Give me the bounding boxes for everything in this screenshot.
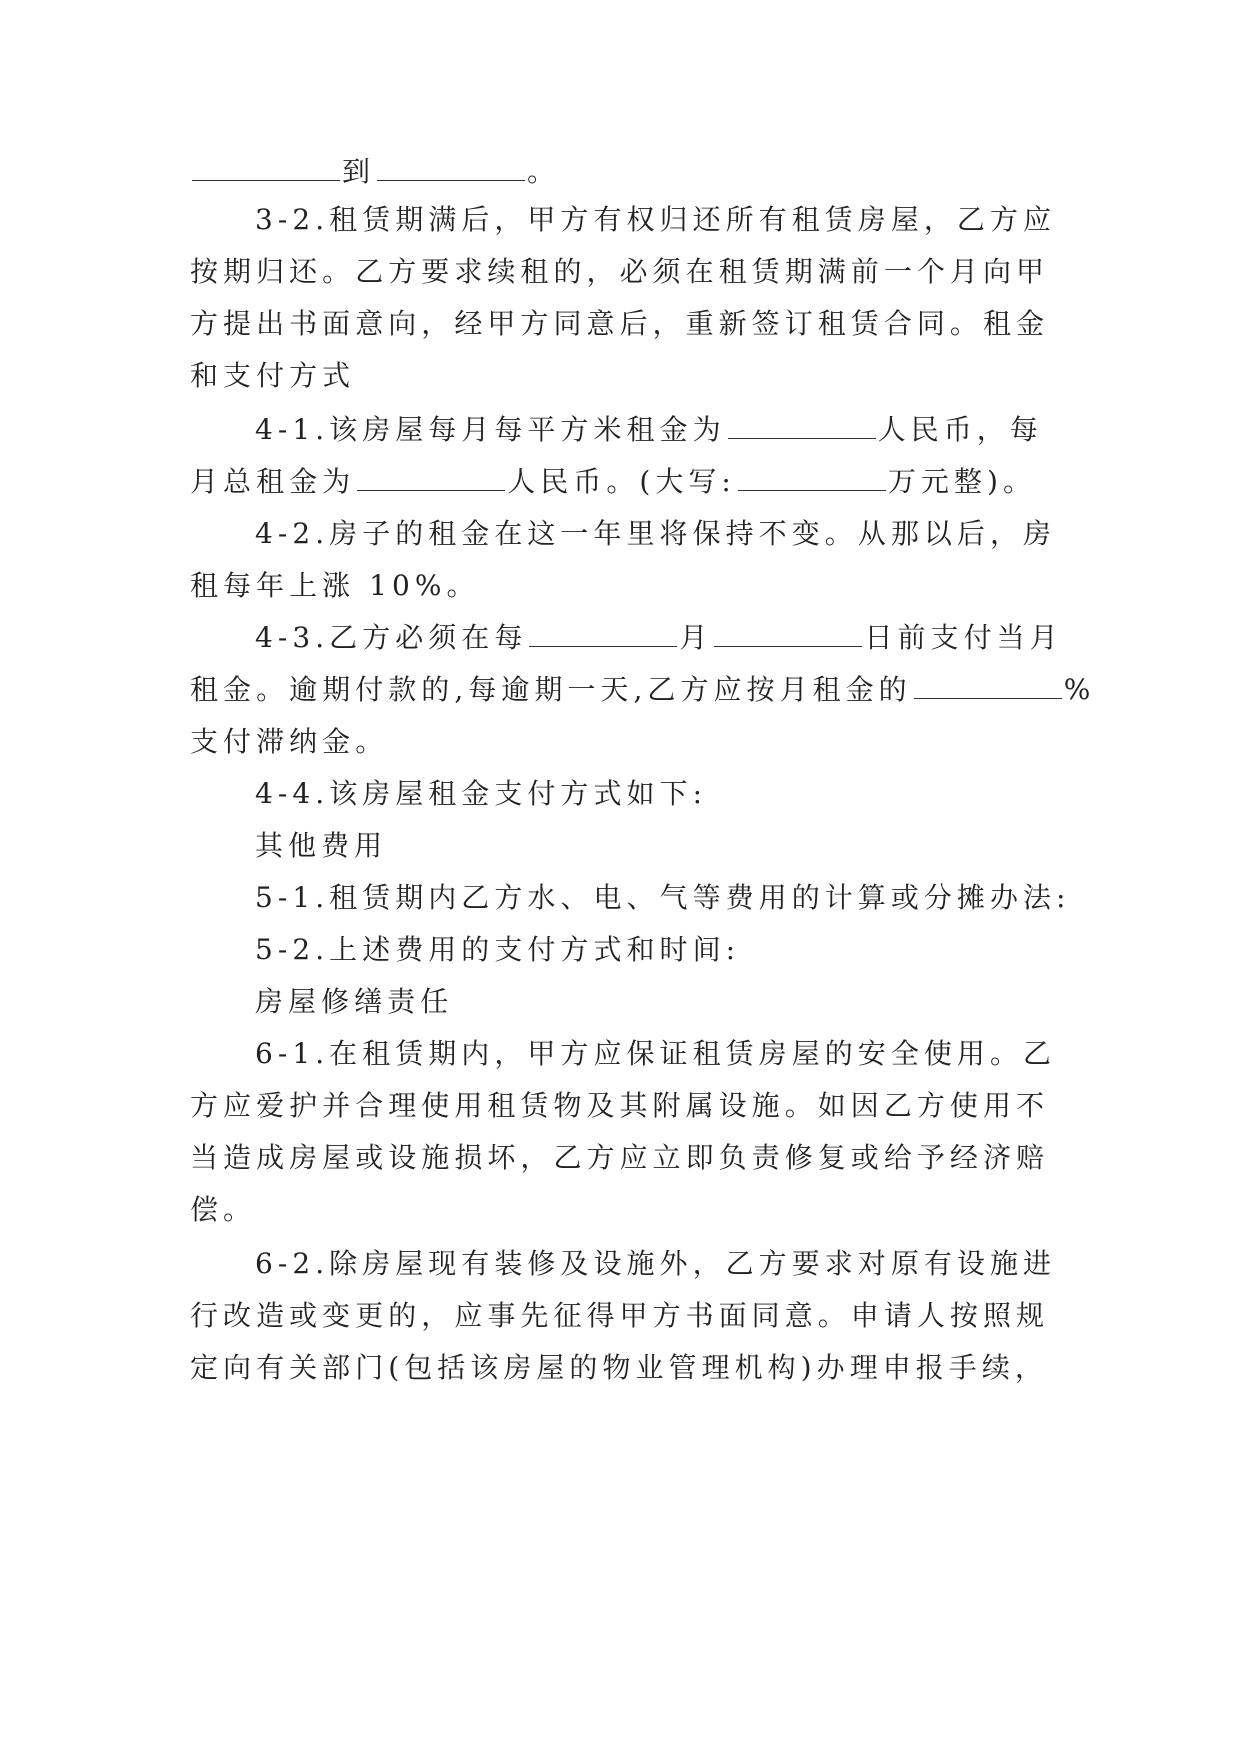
clause-6-1-line-3: 当造成房屋或设施损坏，乙方应立即负责修复或给予经济赔 bbox=[190, 1141, 1050, 1174]
clause-4-3-line-1: 4-3.乙方必须在每 月 日前支付当月 bbox=[255, 621, 1063, 654]
clause-6-2-line-2: 行改造或变更的，应事先征得甲方书面同意。申请人按照规 bbox=[190, 1299, 1050, 1332]
blank-total-rent[interactable] bbox=[357, 464, 505, 491]
clause-4-1-line-1: 4-1.该房屋每月每平方米租金为 人民币，每 bbox=[255, 413, 1043, 446]
line-term-dates bbox=[190, 152, 560, 192]
clause-6-2-line-1: 6-2.除房屋现有装修及设施外，乙方要求对原有设施进 bbox=[255, 1247, 1057, 1280]
clause-3-2-line-3: 方提出书面意向，经甲方同意后，重新签订租赁合同。租金 bbox=[190, 307, 1050, 340]
clause-5-2: 5-2.上述费用的支付方式和时间: bbox=[255, 933, 741, 966]
blank-start-date[interactable] bbox=[192, 154, 340, 181]
section-heading-repair: 房屋修缮责任 bbox=[255, 985, 454, 1018]
clause-3-2-line-1: 3-2.租赁期满后，甲方有权归还所有租赁房屋，乙方应 bbox=[255, 203, 1057, 236]
clause-3-2-line-2: 按期归还。乙方要求续租的，必须在租赁期满前一个月向甲 bbox=[190, 255, 1050, 288]
clause-4-1-line-2: 月总租金为 人民币。(大写: 万元整)。 bbox=[190, 465, 1037, 498]
clause-6-1-line-1: 6-1.在租赁期内，甲方应保证租赁房屋的安全使用。乙 bbox=[255, 1037, 1057, 1070]
blank-end-date[interactable] bbox=[377, 154, 525, 181]
clause-6-1-line-4: 偿。 bbox=[190, 1193, 257, 1226]
blank-payment-day[interactable] bbox=[714, 620, 862, 647]
text-to: 到 bbox=[342, 155, 376, 188]
blank-rent-per-sqm[interactable] bbox=[728, 412, 876, 439]
clause-4-2-line-1: 4-2.房子的租金在这一年里将保持不变。从那以后，房 bbox=[255, 517, 1057, 550]
clause-4-2-line-2: 租每年上涨 10%。 bbox=[190, 569, 480, 602]
blank-payment-month[interactable] bbox=[529, 620, 677, 647]
blank-rent-in-words[interactable] bbox=[738, 464, 886, 491]
blank-late-fee-percent[interactable] bbox=[914, 672, 1062, 699]
clause-4-4: 4-4.该房屋租金支付方式如下: bbox=[255, 777, 708, 810]
clause-4-3-line-3: 支付滞纳金。 bbox=[190, 725, 389, 758]
text-period: 。 bbox=[527, 155, 561, 188]
section-heading-rent-payment: 和支付方式 bbox=[190, 359, 356, 392]
clause-4-3-line-2: 租金。逾期付款的,每逾期一天,乙方应按月租金的 % bbox=[190, 673, 1096, 706]
section-heading-other-fees: 其他费用 bbox=[255, 829, 388, 862]
clause-5-1: 5-1.租赁期内乙方水、电、气等费用的计算或分摊办法: bbox=[255, 881, 1071, 914]
clause-6-2-line-3: 定向有关部门(包括该房屋的物业管理机构)办理申报手续， bbox=[190, 1351, 1048, 1384]
clause-6-1-line-2: 方应爱护并合理使用租赁物及其附属设施。如因乙方使用不 bbox=[190, 1089, 1050, 1122]
